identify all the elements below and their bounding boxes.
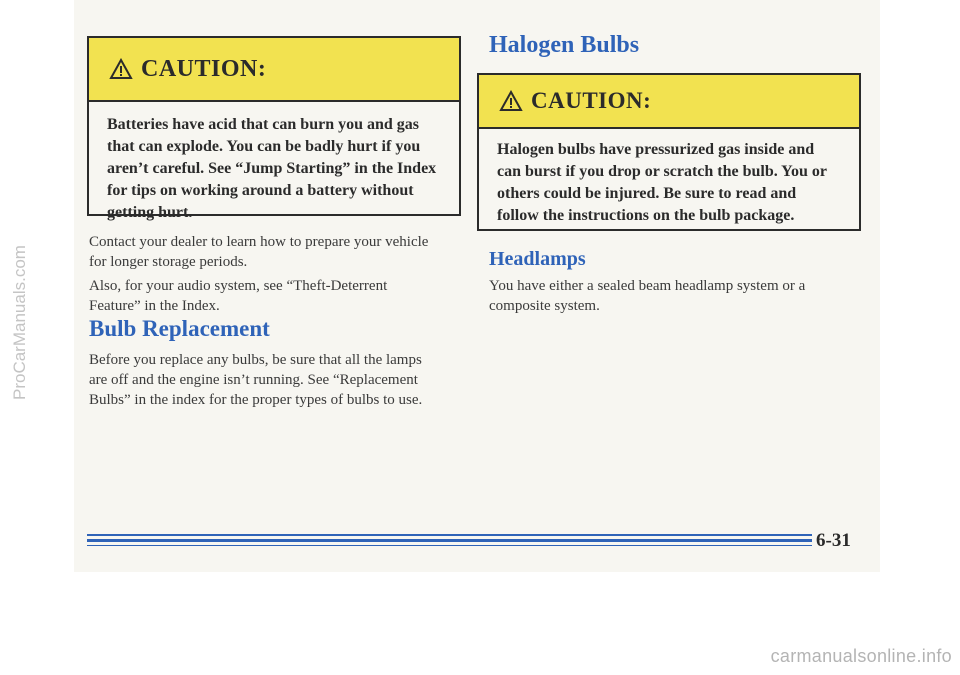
headlamps-paragraph [489,276,869,316]
footer-rule [87,545,812,546]
footer-rule [87,534,812,536]
paragraph-line: are off and the engine isn’t running. See “Replacement [89,372,418,388]
caution-line: for tips on working around a battery without [107,182,414,199]
paragraph-line: Bulbs” in the index for the proper types of bulbs to use. [89,392,423,408]
bulb-replacement-heading: Bulb Replacement [89,316,270,341]
caution-line: follow the instructions on the bulb package. [497,207,795,224]
page-number: 6-31 [816,530,851,551]
caution-line: can burst if you drop or scratch the bulb. You or [497,163,827,180]
paragraph-line: composite system. [489,298,600,314]
left-watermark [8,110,30,410]
watermark-text: ProCarManuals.com [10,245,29,400]
battery-caution-box [87,36,461,221]
warning-triangle-icon [109,58,133,80]
caution-line: Halogen bulbs have pressurized gas inside and [497,141,815,158]
audio-paragraph [89,276,469,316]
caution-line: that can explode. You can be badly hurt if you [107,138,421,155]
paragraph-line: for longer storage periods. [89,254,248,270]
halogen-caution-box [477,73,861,231]
warning-triangle-icon [499,90,523,112]
caution-line: aren’t careful. See “Jump Starting” in the Index [107,160,437,177]
bulb-replacement-paragraph [89,350,469,410]
paragraph-line: Contact your dealer to learn how to prepare your vehicle [89,234,429,250]
paragraph-line: Also, for your audio system, see “Theft-Deterrent [89,278,388,294]
caution-header [479,75,859,129]
caution-text [89,102,459,224]
paragraph-line: Before you replace any bulbs, be sure that all the lamps [89,352,422,368]
footer-rule [87,539,812,542]
caution-text [479,129,859,227]
caution-title: CAUTION: [141,55,267,82]
headlamps-heading: Headlamps [489,248,586,270]
caution-line: Batteries have acid that can burn you and gas [107,116,420,133]
caution-line: getting hurt. [107,204,193,221]
paragraph-line: You have either a sealed beam headlamp system or a [489,278,806,294]
storage-paragraph [89,232,469,272]
bottom-watermark: carmanualsonline.info [770,646,952,666]
caution-header [89,38,459,102]
caution-title: CAUTION: [531,88,652,113]
paragraph-line: Feature” in the Index. [89,298,220,314]
caution-line: others could be injured. Be sure to read and [497,185,797,202]
halogen-bulbs-heading: Halogen Bulbs [489,32,640,58]
